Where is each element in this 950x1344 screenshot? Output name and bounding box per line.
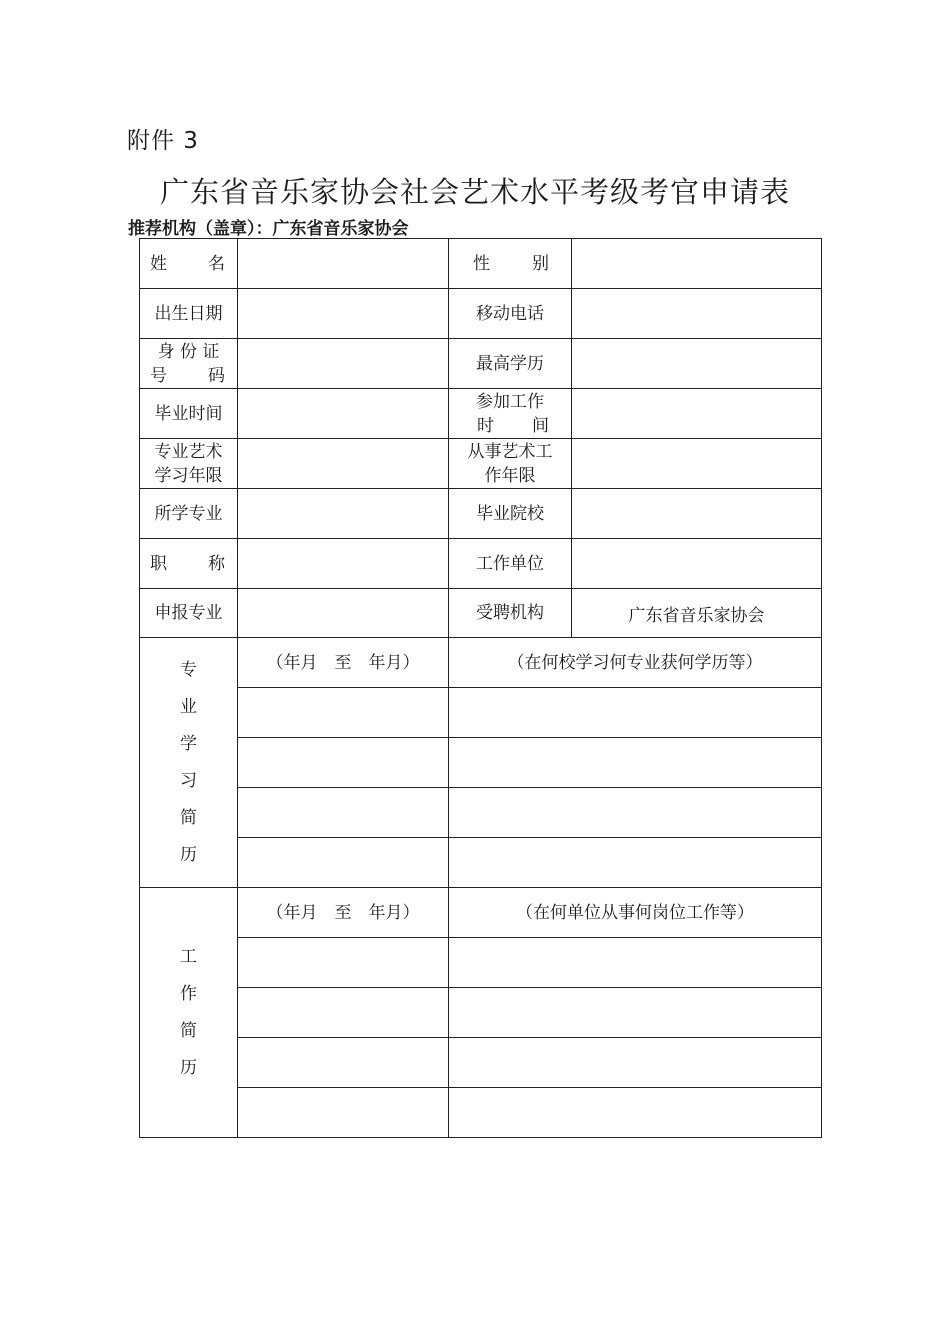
row-birth <box>140 289 822 339</box>
work-period-cell[interactable] <box>238 938 449 988</box>
employer-field[interactable] <box>572 539 822 589</box>
study-history-label-char: 业 <box>180 697 197 717</box>
work-history-label-char: 简 <box>180 1021 197 1041</box>
education-field[interactable] <box>572 339 822 389</box>
school-field[interactable] <box>572 489 822 539</box>
apply-major-field[interactable] <box>238 589 449 638</box>
work-detail-header: （在何单位从事何岗位工作等） <box>449 888 822 938</box>
work-detail-cell[interactable] <box>449 938 822 988</box>
gender-field[interactable] <box>572 239 822 289</box>
study-history-row <box>140 838 822 888</box>
study-period-cell[interactable] <box>238 688 449 738</box>
education-label: 最高学历 <box>449 339 572 389</box>
row-title <box>140 539 822 589</box>
hiring-org-label: 受聘机构 <box>449 589 572 638</box>
row-graduation <box>140 389 822 439</box>
school-label: 毕业院校 <box>449 489 572 539</box>
study-history-label-char: 学 <box>180 734 197 754</box>
work-history-label-char: 工 <box>180 947 197 967</box>
work-start-field[interactable] <box>572 389 822 439</box>
study-history-row <box>140 738 822 788</box>
work-period-header: （年月 至 年月） <box>238 888 449 938</box>
work-start-label: 参加工作 时 间 <box>449 389 572 439</box>
study-history-row <box>140 788 822 838</box>
work-history-row <box>140 1088 822 1138</box>
work-history-label-char: 历 <box>180 1058 197 1078</box>
major-label: 所学专业 <box>140 489 238 539</box>
attachment-label: 附件 3 <box>127 128 199 154</box>
work-history-row <box>140 1038 822 1088</box>
professional-title-label: 职 称 <box>140 539 238 589</box>
form-title: 广东省音乐家协会社会艺术水平考级考官申请表 <box>159 175 790 209</box>
hiring-org-value: 广东省音乐家协会 <box>572 589 822 638</box>
work-history-label-char: 作 <box>180 984 197 1004</box>
study-history-label-char: 专 <box>180 660 197 680</box>
study-detail-header: （在何校学习何专业获何学历等） <box>449 638 822 688</box>
work-detail-cell[interactable] <box>449 1038 822 1088</box>
apply-major-label: 申报专业 <box>140 589 238 638</box>
professional-title-field[interactable] <box>238 539 449 589</box>
study-period-cell[interactable] <box>238 838 449 888</box>
art-work-years-field[interactable] <box>572 439 822 489</box>
birth-date-field[interactable] <box>238 289 449 339</box>
work-period-cell[interactable] <box>238 1088 449 1138</box>
major-field[interactable] <box>238 489 449 539</box>
work-history-label <box>140 888 238 1138</box>
mobile-field[interactable] <box>572 289 822 339</box>
study-period-header: （年月 至 年月） <box>238 638 449 688</box>
work-period-cell[interactable] <box>238 988 449 1038</box>
graduation-time-field[interactable] <box>238 389 449 439</box>
work-history-row <box>140 988 822 1038</box>
art-work-years-label: 从事艺术工 作年限 <box>449 439 572 489</box>
id-number-field[interactable] <box>238 339 449 389</box>
study-history-label-char: 简 <box>180 808 197 828</box>
work-detail-cell[interactable] <box>449 1088 822 1138</box>
study-detail-cell[interactable] <box>449 788 822 838</box>
graduation-time-label: 毕业时间 <box>140 389 238 439</box>
study-detail-cell[interactable] <box>449 838 822 888</box>
work-detail-cell[interactable] <box>449 988 822 1038</box>
gender-label: 性 别 <box>449 239 572 289</box>
study-detail-cell[interactable] <box>449 738 822 788</box>
study-history-row <box>140 688 822 738</box>
row-major <box>140 489 822 539</box>
id-number-label: 身 份 证 号 码 <box>140 339 238 389</box>
study-history-header-row <box>140 638 822 688</box>
row-name <box>140 239 822 289</box>
recommending-org: 推荐机构（盖章）：广东省音乐家协会 <box>128 219 409 239</box>
row-id <box>140 339 822 389</box>
application-form-table <box>139 238 822 1138</box>
name-field[interactable] <box>238 239 449 289</box>
row-art-years <box>140 439 822 489</box>
art-study-years-label: 专业艺术 学习年限 <box>140 439 238 489</box>
study-history-label <box>140 638 238 888</box>
study-period-cell[interactable] <box>238 738 449 788</box>
study-period-cell[interactable] <box>238 788 449 838</box>
art-study-years-field[interactable] <box>238 439 449 489</box>
name-label: 姓 名 <box>140 239 238 289</box>
work-history-header-row <box>140 888 822 938</box>
mobile-label: 移动电话 <box>449 289 572 339</box>
row-apply <box>140 589 822 638</box>
study-detail-cell[interactable] <box>449 688 822 738</box>
work-period-cell[interactable] <box>238 1038 449 1088</box>
study-history-label-char: 历 <box>180 845 197 865</box>
work-history-row <box>140 938 822 988</box>
study-history-label-char: 习 <box>180 771 197 791</box>
birth-date-label: 出生日期 <box>140 289 238 339</box>
employer-label: 工作单位 <box>449 539 572 589</box>
